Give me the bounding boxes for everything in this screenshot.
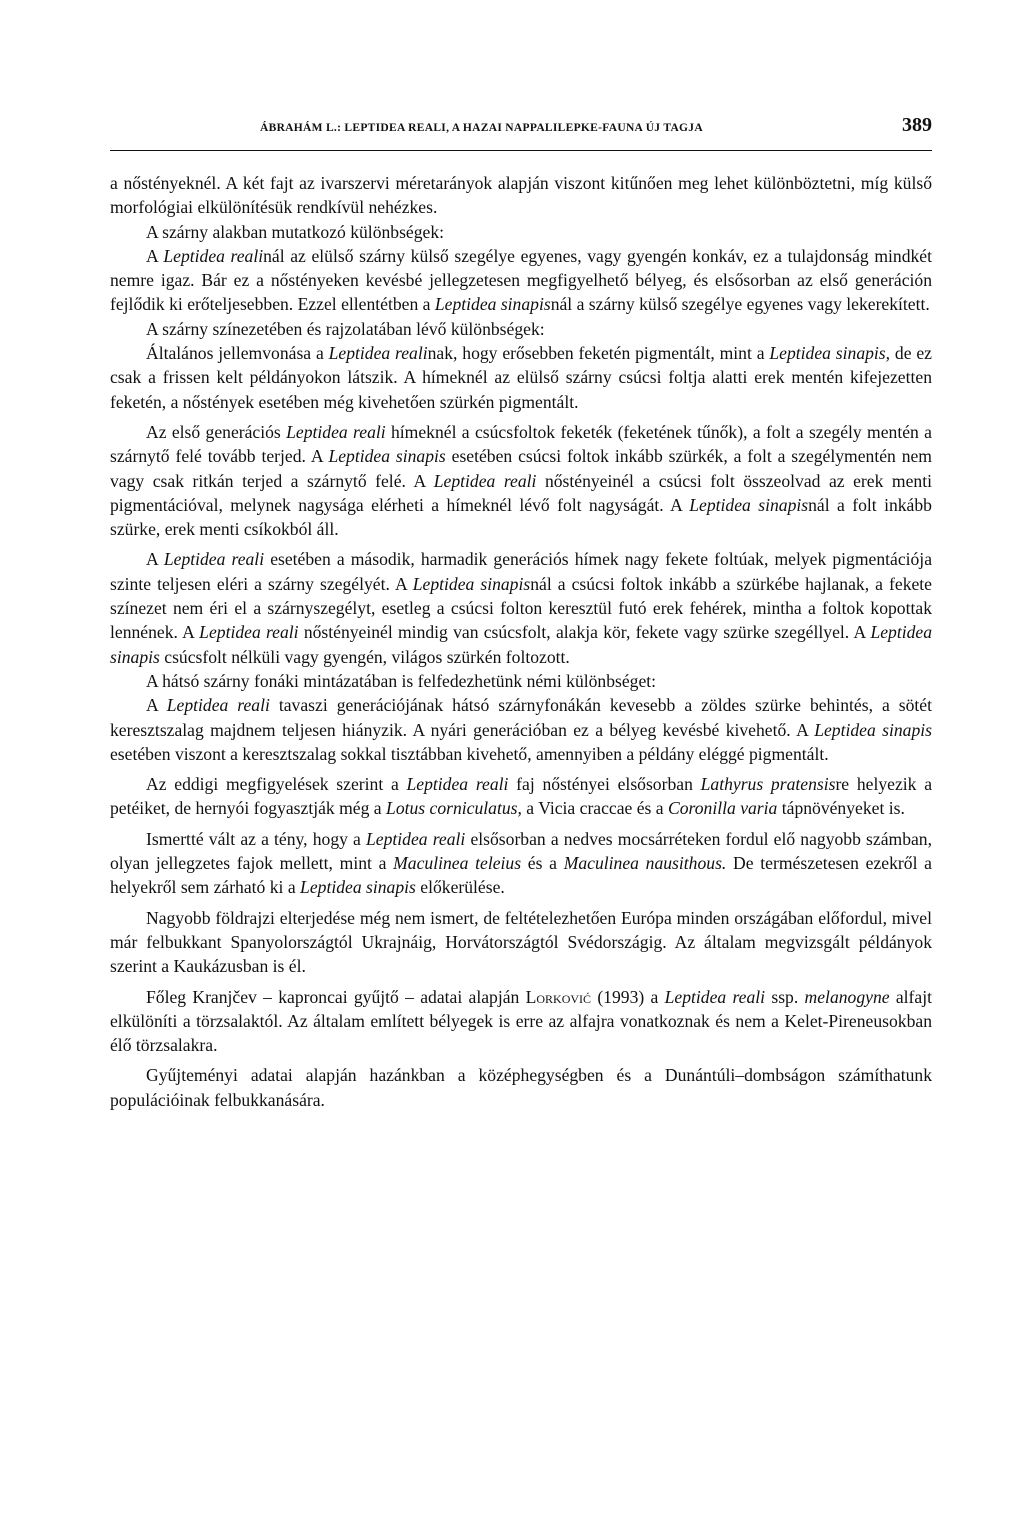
species-name: melanogyne bbox=[804, 986, 890, 1007]
species-name: Leptidea reali bbox=[366, 828, 466, 849]
running-head bbox=[110, 110, 932, 151]
body-text bbox=[110, 171, 932, 1112]
species-name: Leptidea sinapis, bbox=[769, 343, 891, 364]
species-name: Leptidea reali bbox=[199, 622, 299, 643]
species-name: Leptidea sinapis bbox=[412, 573, 531, 594]
page-number: 389 bbox=[902, 114, 932, 136]
species-name: Leptidea reali bbox=[163, 549, 265, 570]
species-name: Leptidea reali bbox=[163, 245, 264, 266]
page bbox=[110, 110, 932, 1112]
paragraph: Gyűjteményi adatai alapján hazánkban a középhegységben és a Dunántúli–dombságon számíthatunk populációinak felbukkanására. bbox=[110, 1065, 932, 1110]
species-name: Leptidea sinapis bbox=[110, 622, 933, 667]
running-title: ÁBRAHÁM L.: LEPTIDEA REALI, A HAZAI NAPPALILEPKE-FAUNA ÚJ TAGJA bbox=[260, 122, 703, 134]
species-name: Maculinea nausithous. bbox=[563, 853, 727, 874]
species-name: Leptidea sinapis bbox=[689, 494, 809, 515]
paragraph: Nagyobb földrajzi elterjedése még nem ismert, de feltételezhetően Európa minden országában előfordul, mivel már felbukkant Spanyolországtól Ukrajnáig, Horvátországtól Svédországig. Az általam megvizsgált példányok szerint a Kaukázusban is él. bbox=[110, 907, 932, 977]
paragraph: Az első generációs Leptidea reali hímeknél a csúcsfoltok feketék (feketének tűnők), a folt a szegély mentén a szárnytő felé tovább terjed. A Leptidea sinapis esetében csúcsi foltok inkább szürkék, a folt a szegélymentén nem vagy csak ritkán terjed a szárnytő felé. A Leptidea reali nőstényeinél a csúcsi folt összeolvad az erek menti pigmentációval, melynek nagysága elérheti a hímeknél lévő folt nagyságát. A Leptidea sinapisnál a folt inkább szürke, erek menti csíkokból áll. bbox=[110, 421, 932, 540]
paragraph: A hátsó szárny fonáki mintázatában is felfedezhetünk némi különbséget: bbox=[146, 670, 657, 691]
paragraph: a nőstényeknél. A két fajt az ivarszervi méretarányok alapján viszont kitűnően meg lehet különböztetni, míg külső morfológiai elkülönítésük rendkívül nehézkes. bbox=[110, 173, 932, 218]
species-name: Leptidea reali bbox=[166, 695, 270, 716]
paragraph: A Leptidea reali esetében a második, harmadik generációs hímek nagy fekete foltúak, melyek pigmentációja szinte teljesen eléri a szárny szegélyét. A Leptidea sinapisnál a csúcsi foltok inkább a szürkébe hajlanak, a fekete színezet nem éri el a szárnyszegélyt, esetleg a csúcsi folton keresztül futó erek fehérek, mintha a foltok kopottak lennének. A Leptidea reali nőstényeinél mindig van csúcsfolt, alakja kör, fekete vagy szürke szegéllyel. A Leptidea sinapis csúcsfolt nélküli vagy gyengén, világos szürkén foltozott. bbox=[110, 549, 933, 667]
species-name: Leptidea sinapis bbox=[328, 446, 446, 467]
species-name: Lathyrus pratensis bbox=[700, 774, 836, 795]
species-name: Maculinea teleius bbox=[393, 853, 522, 874]
paragraph: Főleg Kranjčev – kaproncai gyűjtő – adatai alapján Lorković (1993) a Leptidea reali ssp. melanogyne alfajt elkülöníti a törzsalaktól. Az általam említett bélyegek is erre az alfajra vonatkoznak és nem a Kelet-Pireneusokban élő törzsalakra. bbox=[110, 986, 932, 1056]
paragraph: A Leptidea reali tavaszi generációjának hátsó szárnyfonákán kevesebb a zöldes szürke behintés, a sötét keresztszalag majdnem teljesen hiányzik. A nyári generációban ez a bélyeg kevésbé kivehető. A Leptidea sinapis esetében viszont a keresztszalag sokkal tisztábban kivehető, amennyiben a példány eléggé pigmentált. bbox=[110, 695, 933, 764]
species-name: Leptidea reali bbox=[433, 470, 537, 491]
species-name: Lotus corniculatus, bbox=[386, 798, 522, 819]
species-name: Leptidea reali bbox=[406, 774, 509, 795]
paragraph: A szárny színezetében és rajzolatában lévő különbségek: bbox=[146, 318, 545, 339]
paragraph: Az eddigi megfigyelések szerint a Leptidea reali faj nőstényei elsősorban Lathyrus pratensisre helyezik a petéiket, de hernyói fogyasztják még a Lotus corniculatus, a Vicia craccae és a Coronilla varia tápnövényeket is. bbox=[110, 774, 933, 819]
paragraph: Ismertté vált az a tény, hogy a Leptidea reali elsősorban a nedves mocsárréteken fordul elő nagyobb számban, olyan jellegzetes fajok mellett, mint a Maculinea teleius és a Maculinea nausithous. De természetesen ezekről a helyekről sem zárható ki a Leptidea sinapis előkerülése. bbox=[110, 828, 932, 898]
species-name: Leptidea sinapis bbox=[300, 877, 416, 898]
paragraph: A szárny alakban mutatkozó különbségek: bbox=[146, 221, 445, 242]
species-name: Leptidea reali bbox=[664, 986, 766, 1007]
species-name: Leptidea reali bbox=[286, 421, 386, 442]
species-name: Leptidea sinapis bbox=[814, 719, 932, 740]
paragraph: A Leptidea realinál az elülső szárny külső szegélye egyenes, vagy gyengén konkáv, ez a tulajdonság mindkét nemre igaz. Bár ez a nőstényeken kevésbé jellegzetesen megfigyelhető bélyeg, és elsősorban az első generáción fejlődik ki erőteljesebben. Ezzel ellentétben a Leptidea sinapisnál a szárny külső szegélye egyenes vagy lekerekített. bbox=[110, 245, 932, 315]
species-name: Leptidea reali bbox=[328, 343, 428, 364]
paragraph: Általános jellemvonása a Leptidea realinak, hogy erősebben feketén pigmentált, mint a Leptidea sinapis, de ez csak a frissen kelt példányokon látszik. A hímeknél az elülső szárny csúcsi foltja alatti erek mentén kifejezetten feketén, a nőstények esetében még kivehetően szürkén pigmentált. bbox=[110, 343, 932, 412]
author-name: Lorković bbox=[525, 986, 592, 1007]
species-name: Leptidea sinapis bbox=[434, 294, 551, 315]
species-name: Coronilla varia bbox=[668, 798, 778, 819]
